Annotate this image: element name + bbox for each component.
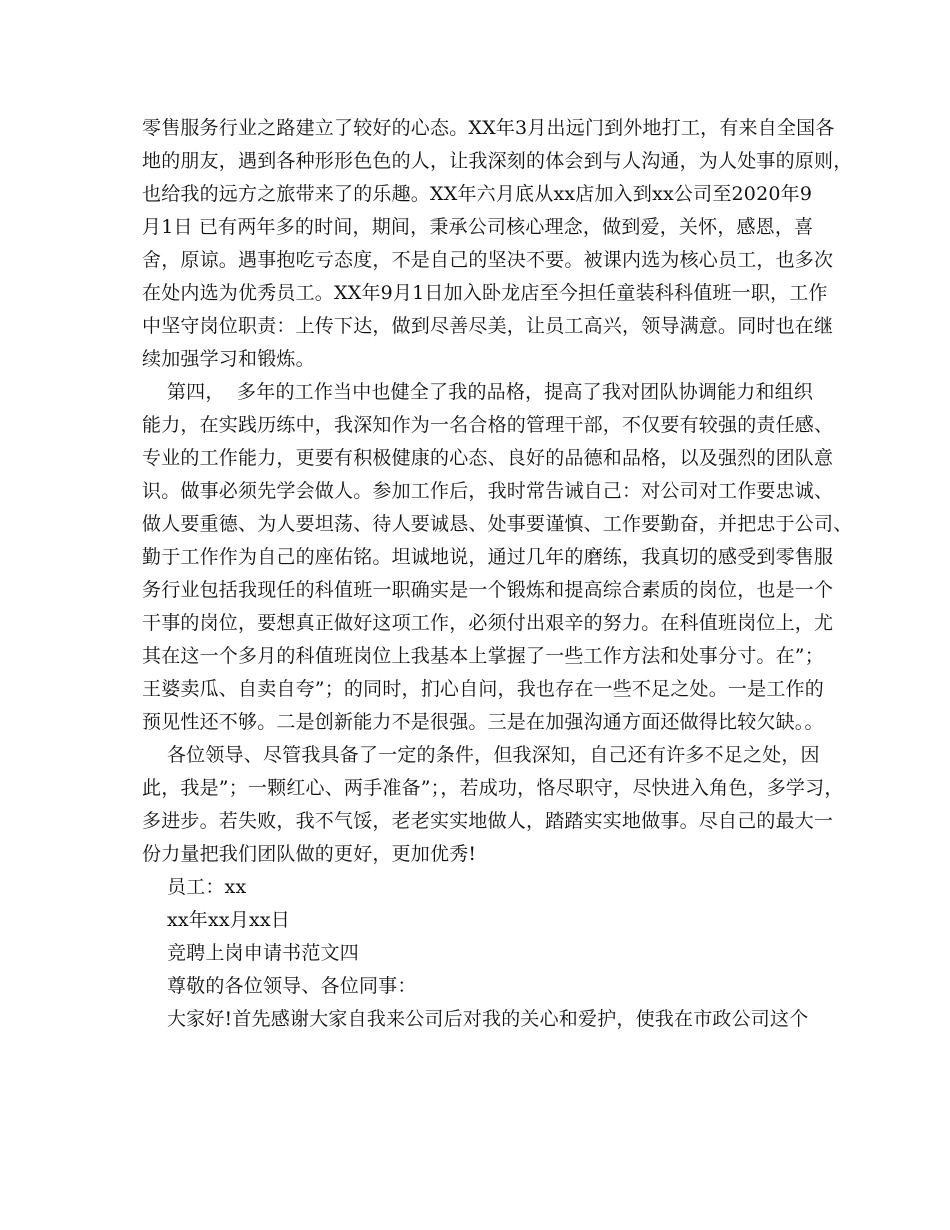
text-line: 王婆卖瓜、自卖自夸”；的同时，扪心自问，我也存在一些不足之处。一是工作的 [142, 678, 824, 700]
section-title: 竞聘上岗申请书范文四 [142, 942, 359, 964]
text-line: 务行业包括我现任的科值班一职确实是一个锻炼和提高综合素质的岗位，也是一个 [142, 579, 834, 601]
text-line: 干事的岗位，要想真正做好这项工作，必须付出艰辛的努力。在科值班岗位上，尤 [142, 612, 834, 634]
paragraph-start-line: 大家好!首先感谢大家自我来公司后对我的关心和爱护，使我在市政公司这个 [142, 1008, 809, 1030]
text-line: 勤于工作作为自己的座佑铭。坦诚地说，通过几年的磨练，我真切的感受到零售服 [142, 546, 834, 568]
text-line: 也给我的远方之旅带来了的乐趣。XX年六月底从xx店加入到xx公司至2020年9 [142, 183, 813, 205]
text-line: 月1日 已有两年多的时间，期间，秉承公司核心理念，做到爱，关怀，感恩，喜 [142, 216, 814, 238]
text-line: 续加强学习和锻炼。 [142, 348, 315, 370]
text-line: 零售服务行业之路建立了较好的心态。XX年3月出远门到外地打工，有来自全国各 [142, 117, 835, 139]
text-line: 地的朋友，遇到各种形形色色的人，让我深刻的体会到与人沟通，为人处事的原则， [142, 150, 853, 172]
text-line: 专业的工作能力，更要有积极健康的心态、良好的品德和品格，以及强烈的团队意 [142, 447, 834, 469]
text-line: 中坚守岗位职责：上传下达，做到尽善尽美，让员工高兴，领导满意。同时也在继 [142, 315, 834, 337]
text-line: 做人要重德、为人要坦荡、待人要诚恳、处事要谨慎、工作要勤奋，并把忠于公司、 [142, 513, 853, 535]
signature-line: 员工：xx [142, 876, 247, 898]
text-line: 此，我是”；一颗红心、两手准备”；，若成功，恪尽职守，尽快进入角色，多学习， [142, 777, 844, 799]
date-line: xx年xx月xx日 [142, 909, 291, 931]
text-line: 能力，在实践历练中，我深知作为一名合格的管理干部，不仅要有较强的责任感、 [142, 414, 834, 436]
paragraph-start-line: 第四， 多年的工作当中也健全了我的品格，提高了我对团队协调能力和组织 [142, 381, 814, 403]
text-line: 舍，原谅。遇事抱吃亏态度，不是自己的坚决不要。被课内选为核心员工，也多次 [142, 249, 834, 271]
text-line: 份力量把我们团队做的更好，更加优秀! [142, 843, 477, 865]
salutation-line: 尊敬的各位领导、各位同事： [142, 975, 417, 997]
text-line: 其在这一个多月的科值班岗位上我基本上掌握了一些工作方法和处事分寸。在”； [142, 645, 824, 667]
paragraph-start-line: 各位领导、尽管我具备了一定的条件，但我深知，自己还有许多不足之处，因 [142, 744, 820, 766]
text-line: 多进步。若失败，我不气馁，老老实实地做人，踏踏实实地做事。尽自己的最大一 [142, 810, 834, 832]
text-line: 识。做事必须先学会做人。参加工作后，我时常告诫自己：对公司对工作要忠诚、 [142, 480, 834, 502]
text-line: 预见性还不够。二是创新能力不是很强。三是在加强沟通方面还做得比较欠缺。。 [142, 711, 824, 733]
text-line: 在处内选为优秀员工。XX年9月1日加入卧龙店至今担任童装科科值班一职，工作 [142, 282, 828, 304]
